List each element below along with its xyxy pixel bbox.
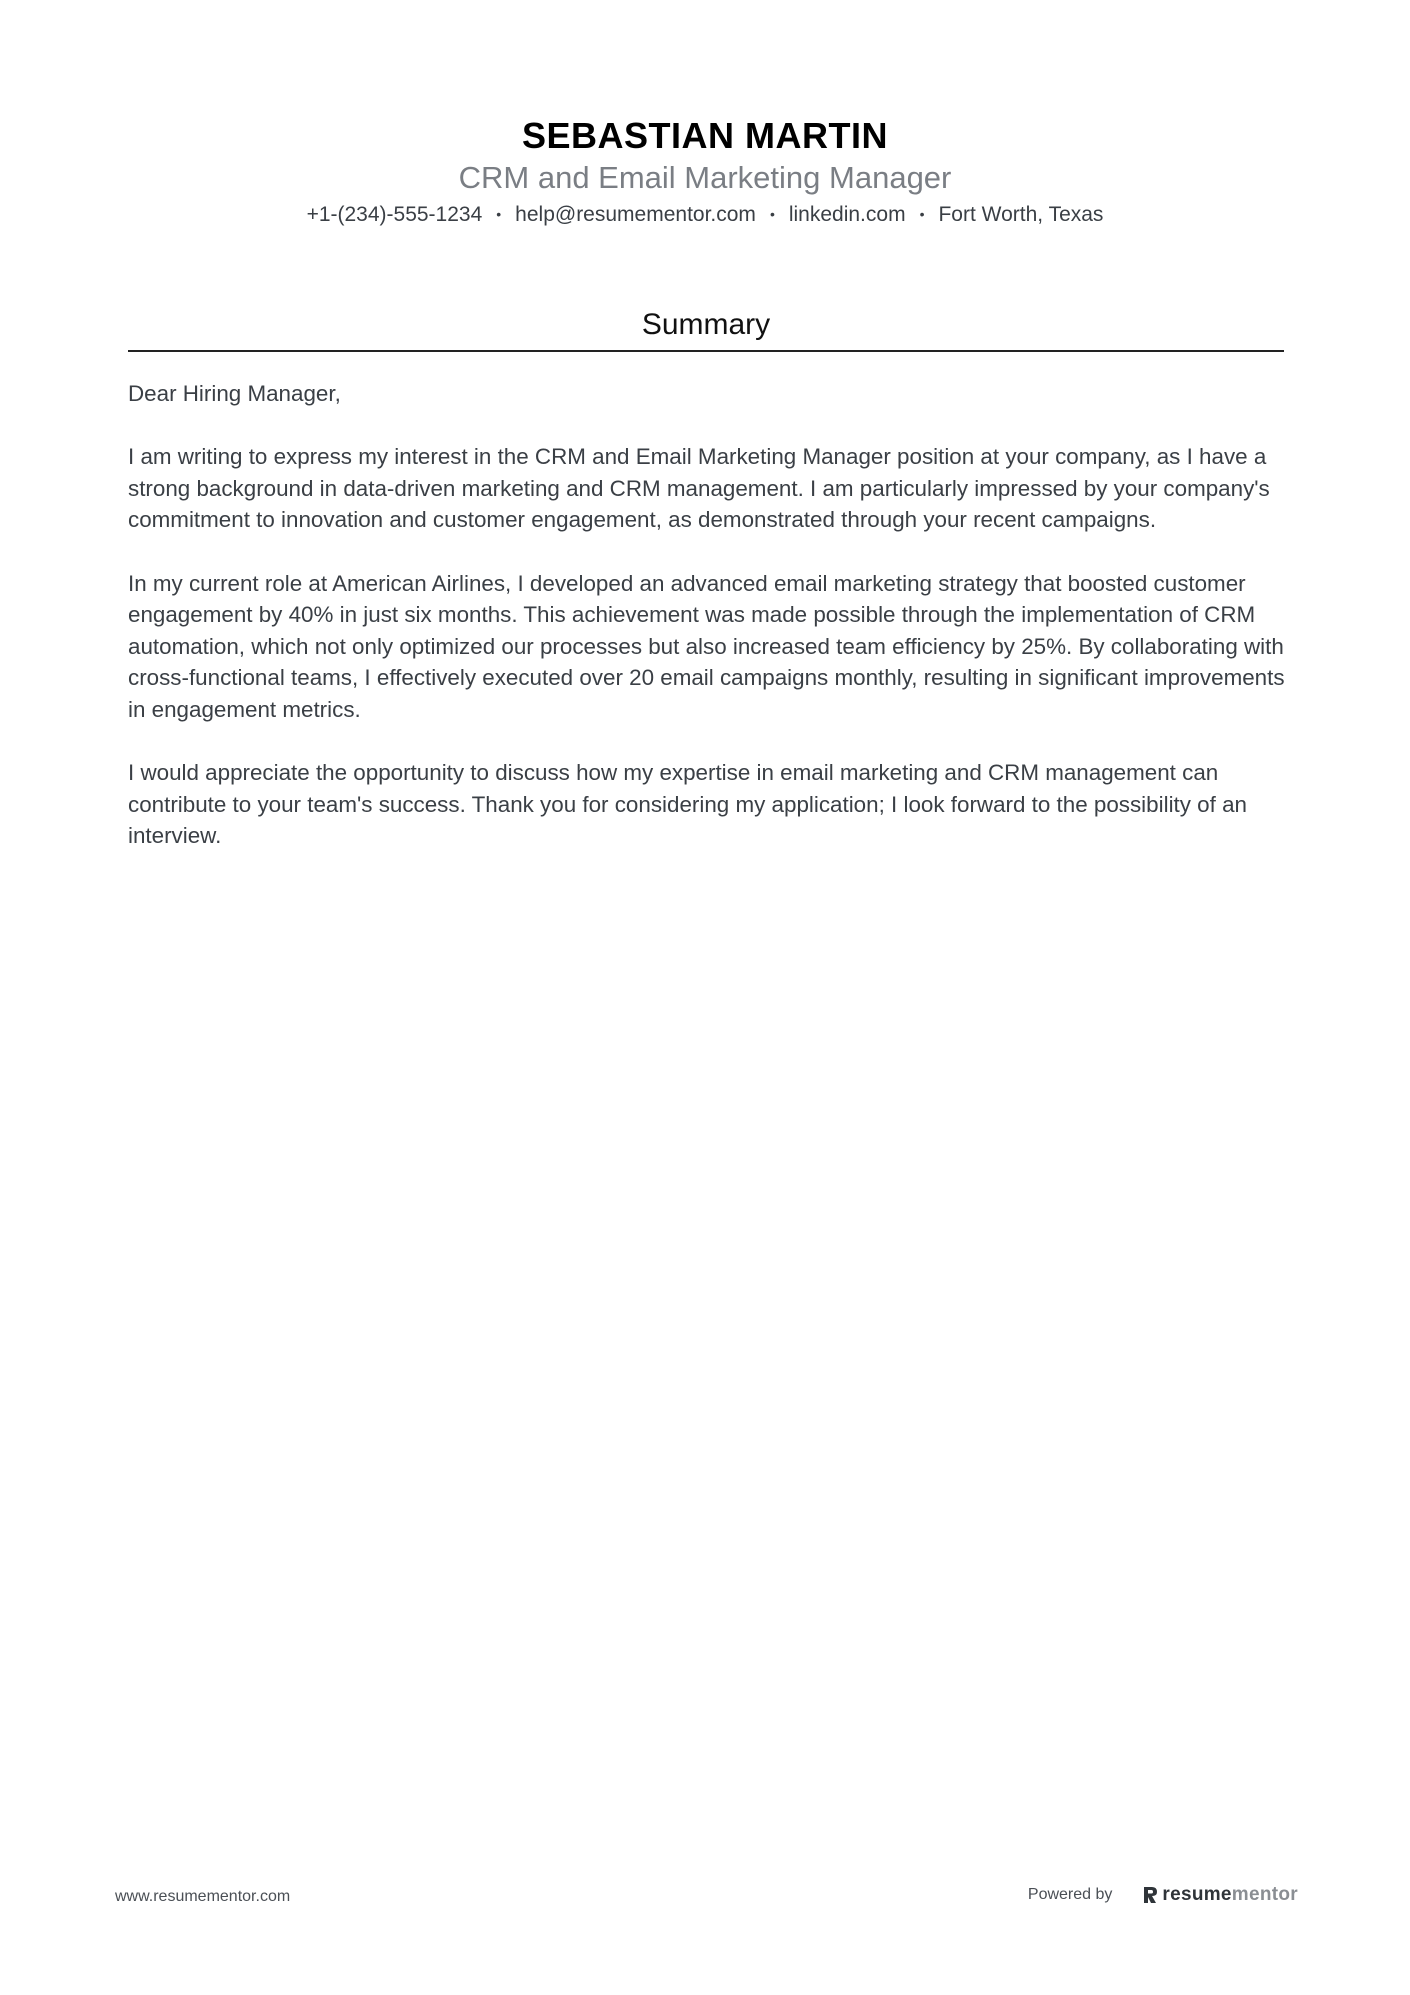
section-title: Summary	[641, 308, 771, 341]
letter-greeting: Dear Hiring Manager,	[128, 381, 341, 406]
contact-website[interactable]: linkedin.com	[788, 203, 906, 226]
contact-phone: +1-(234)-555-1234	[306, 203, 483, 226]
section-divider	[128, 350, 1284, 352]
footer-website[interactable]: www.resumementor.com	[115, 1888, 291, 1905]
resumementor-logo-icon	[1142, 1885, 1158, 1905]
letter-paragraph: I am writing to express my interest in the CRM and Email Marketing Manager position at your company, as I have a strong background in data-driven marketing and CRM management. I am particularly impressed by your company's commitment to innovation and customer engagement, as demonstrated through your recent campaigns.	[128, 444, 1270, 533]
contact-separator: •	[769, 206, 775, 222]
brand-name-strong: resume	[1162, 1884, 1232, 1905]
letter-body	[128, 378, 1292, 884]
footer-branding	[1028, 1882, 1298, 1908]
contact-line	[0, 198, 1410, 231]
brand-logo[interactable]	[1142, 1884, 1298, 1906]
contact-separator: •	[919, 206, 925, 222]
letter-paragraph: I would appreciate the opportunity to discuss how my expertise in email marketing and CRM management can contribute to your team's success. Thank you for considering my application; I look forward to the possibility of an interview.	[128, 760, 1247, 849]
letter-paragraph: In my current role at American Airlines, I developed an advanced email marketing strategy that boosted customer engagement by 40% in just six months. This achievement was made possible through the implementation of CRM automation, which not only optimized our processes but also increased team efficiency by 25%. By collaborating with cross-functional teams, I effectively executed over 20 email campaigns monthly, resulting in significant improvements in engagement metrics.	[128, 570, 1285, 722]
header	[0, 112, 1410, 231]
contact-separator: •	[496, 206, 502, 222]
contact-email[interactable]: help@resumementor.com	[515, 203, 756, 226]
candidate-name: SEBASTIAN MARTIN	[522, 115, 888, 156]
contact-location: Fort Worth, Texas	[938, 203, 1104, 226]
brand-name-light: mentor	[1231, 1884, 1298, 1905]
powered-by-label: Powered by	[1027, 1886, 1113, 1903]
job-title: CRM and Email Marketing Manager	[458, 160, 952, 195]
